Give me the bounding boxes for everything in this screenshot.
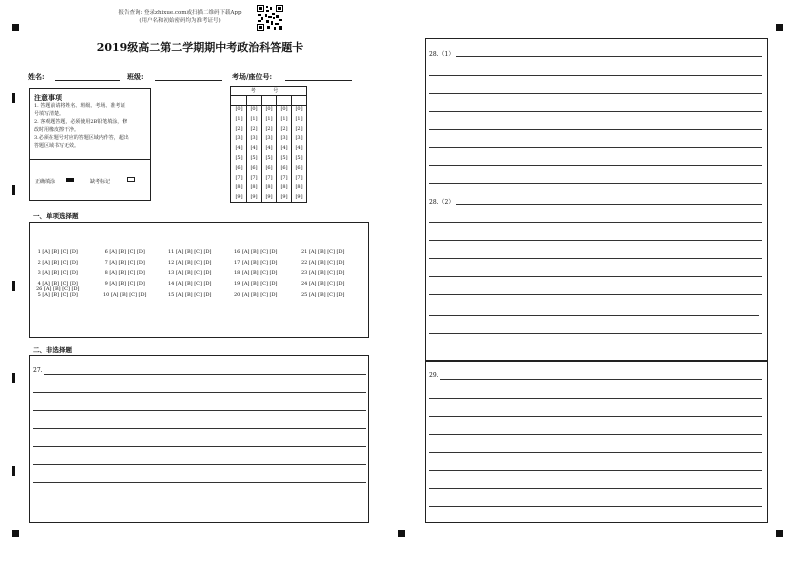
mc-group-11-15[interactable]: 11 [A] [B] [C] [D] 12 [A] [B] [C] [D] 13 [A] [B] [C] [D] 14 [A] [B] [C] [D] 15 [A] [B] [C] [D] <box>168 249 212 298</box>
side-mark <box>12 466 15 476</box>
corner-mark-bl <box>12 530 19 537</box>
mc-group-1-5[interactable]: 1 [A] [B] [C] [D] 2 [A] [B] [C] [D] 3 [A] [B] [C] [D] 4 [A] [B] [C] [D] 5 [A] [B] [C] [D] <box>36 249 78 298</box>
notice-box <box>29 88 151 201</box>
side-mark <box>12 373 15 383</box>
corner-mark-tl <box>12 24 19 31</box>
absent-mark-label: 缺考标记 <box>90 179 111 185</box>
exam-number-grid <box>230 86 307 203</box>
name-label: 姓名: <box>28 72 45 81</box>
mc-group-16-20[interactable]: 16 [A] [B] [C] [D] 17 [A] [B] [C] [D] 18 [A] [B] [C] [D] 19 [A] [B] [C] [D] 20 [A] [B] [C] [D] <box>234 249 278 298</box>
class-field[interactable] <box>155 80 222 81</box>
section2-title: 二、非选择题 <box>33 346 72 354</box>
corner-mark-bm <box>398 530 405 537</box>
exam-digit-column[interactable]: [0] [1] [2] [3] [4] [5] [6] [7] [8] [9] <box>280 106 288 201</box>
correct-fill-sample <box>66 178 74 182</box>
q28-2-label: 28.（2） <box>429 199 455 206</box>
side-mark <box>12 93 15 103</box>
notice-text <box>34 102 146 150</box>
notice-line: 1. 答题前请将姓名、班级、考场、准考证 <box>34 103 126 109</box>
report-note <box>110 9 250 25</box>
seat-field[interactable] <box>285 80 352 81</box>
q28-answer-box[interactable] <box>425 38 768 361</box>
exam-digit-column[interactable]: [0] [1] [2] [3] [4] [5] [6] [7] [8] [9] <box>250 106 258 201</box>
report-note-line1: 报告查询: 登录zhixue.com或扫描二维码下载App <box>118 10 242 16</box>
qr-code-icon <box>257 5 283 31</box>
side-mark <box>12 185 15 195</box>
notice-divider <box>30 159 150 160</box>
mc-answer-box <box>29 222 369 338</box>
notice-title: 注意事项 <box>34 93 62 102</box>
name-field[interactable] <box>55 80 120 81</box>
mc-question-26[interactable]: 26 [A] [B] [C] [D] <box>36 286 80 292</box>
notice-line: 号填写清楚。 <box>34 111 65 117</box>
corner-mark-br <box>776 530 783 537</box>
notice-line: 2. 客观题答题，必须使用2B铅笔填涂，修 <box>34 119 128 125</box>
mc-group-21-25[interactable]: 21 [A] [B] [C] [D] 22 [A] [B] [C] [D] 23 [A] [B] [C] [D] 24 [A] [B] [C] [D] 25 [A] [B] [C] [D] <box>301 249 345 298</box>
q29-answer-box[interactable] <box>425 361 768 523</box>
q28-1-label: 28.（1） <box>429 51 455 58</box>
section1-title: 一、单项选择题 <box>33 212 79 220</box>
report-note-line2: (用户名和初始密码均为准考证号) <box>139 18 221 24</box>
exam-digit-column[interactable]: [0] [1] [2] [3] [4] [5] [6] [7] [8] [9] <box>295 106 303 201</box>
corner-mark-tr <box>776 24 783 31</box>
mc-group-6-10[interactable]: 6 [A] [B] [C] [D] 7 [A] [B] [C] [D] 8 [A] [B] [C] [D] 9 [A] [B] [C] [D] 10 [A] [B] [C] [D] <box>103 249 147 298</box>
class-label: 班级: <box>127 72 144 81</box>
exam-digit-column[interactable]: [0] [1] [2] [3] [4] [5] [6] [7] [8] [9] <box>235 106 243 201</box>
notice-line: 答题区域书写无效。 <box>34 143 80 149</box>
q27-answer-box[interactable] <box>29 355 369 523</box>
exam-digit-column[interactable]: [0] [1] [2] [3] [4] [5] [6] [7] [8] [9] <box>265 106 273 201</box>
seat-label: 考场/座位号: <box>232 72 273 81</box>
exam-number-header: 考 号 <box>231 87 306 96</box>
notice-line: 改时用橡皮擦干净。 <box>34 127 80 133</box>
correct-fill-label: 正确填涂 <box>35 179 56 185</box>
absent-mark-box[interactable] <box>127 177 135 182</box>
page-title: 2019级高二第二学期期中考政治科答题卡 <box>96 41 304 54</box>
side-mark <box>12 281 15 291</box>
q27-label: 27. <box>33 367 43 374</box>
notice-line: 3.必须在题号对应的答题区域内作答，超出 <box>34 135 129 141</box>
q29-label: 29. <box>429 372 439 379</box>
